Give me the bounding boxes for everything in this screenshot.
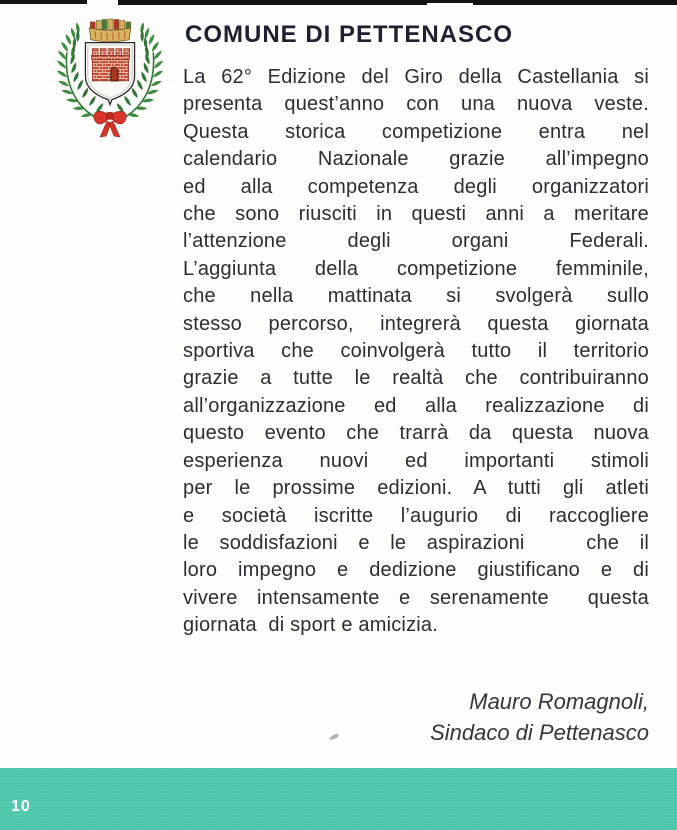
body-line: esperienza nuovi ed importanti stimoli (183, 449, 649, 472)
body-line: presenta quest’anno con una nuova veste. (183, 93, 649, 116)
letter-body (183, 64, 649, 640)
page-number: 10 (11, 798, 31, 815)
body-line: l’attenzione degli organi Federali. (183, 230, 649, 253)
body-line: La 62° Edizione del Giro della Castellania si (183, 66, 649, 88)
scan-edge-artifact (0, 0, 677, 6)
body-line: che sono riusciti in questi anni a meritare (183, 203, 649, 226)
body-line: questo evento che trarrà da questa nuova (183, 422, 649, 445)
body-line: L’aggiunta della competizione femminile, (183, 257, 649, 280)
body-line: le soddisfazioni e le aspirazioni che il (183, 531, 649, 554)
ribbon-bow-icon (94, 111, 127, 137)
body-line: calendario Nazionale grazie all’impegno (183, 148, 649, 171)
signature-name: Mauro Romagnoli, (469, 689, 649, 714)
body-line: Questa storica competizione entra nel (183, 120, 649, 143)
page-title: COMUNE DI PETTENASCO (185, 21, 514, 48)
signature-block (183, 686, 649, 748)
footer-bar (0, 768, 677, 830)
body-line: giornata di sport e amicizia. (183, 614, 439, 637)
municipal-coat-of-arms (51, 13, 169, 141)
body-line: all’organizzazione ed alla realizzazione di (183, 394, 649, 417)
body-line: ed alla competenza degli organizzatori (183, 175, 649, 198)
castle-door-icon (111, 67, 118, 81)
body-line: che nella mattinata si svolgerà sullo (183, 285, 649, 308)
castle-wall (91, 48, 129, 80)
body-line: grazie a tutte le realtà che contribuiranno (183, 367, 649, 390)
body-line: loro impegno e dedizione giustificano e di (183, 559, 649, 582)
body-line: per le prossime edizioni. A tutti gli atleti (183, 477, 649, 500)
body-line: vivere intensamente e serenamente questa (183, 586, 649, 609)
signature-role: Sindaco di Pettenasco (430, 720, 649, 745)
body-line: stesso percorso, integrerà questa giornata (183, 312, 649, 335)
mural-crown-icon (89, 19, 130, 42)
coat-of-arms-svg (51, 13, 169, 141)
body-line: sportiva che coinvolgerà tutto il territorio (183, 340, 649, 363)
body-line: e società iscritte l’augurio di raccogliere (183, 504, 649, 527)
